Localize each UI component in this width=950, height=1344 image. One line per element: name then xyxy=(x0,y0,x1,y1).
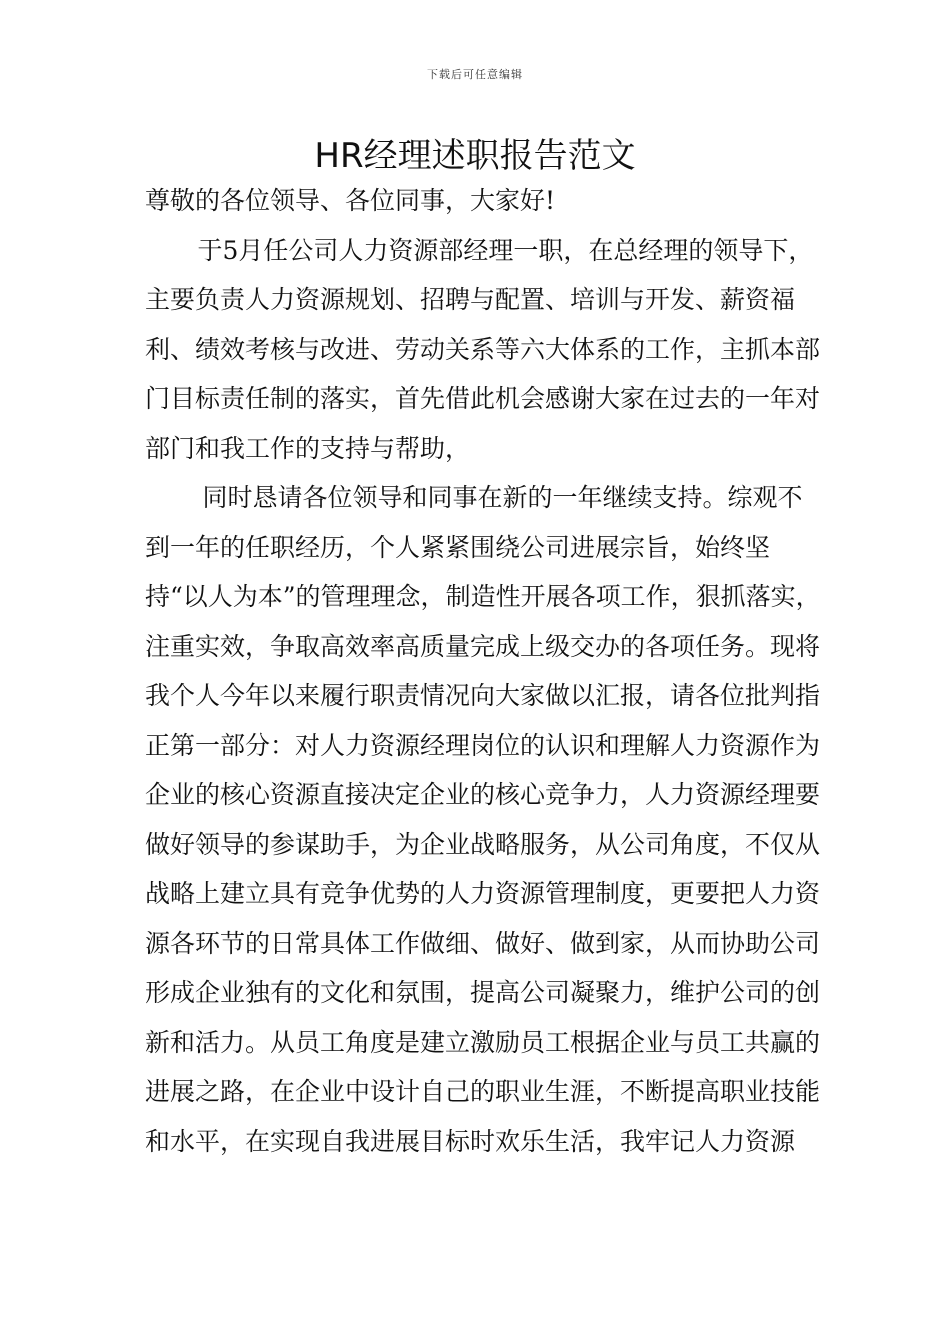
paragraph-2: 同时恳请各位领导和同事在新的一年继续支持。综观不到一年的任职经历，个人紧紧围绕公司进展宗旨，始终坚持“以人为本”的管理理念，制造性开展各项工作，狠抓落实，注重实效，争取高效率高质量完成上级交办的各项任务。现将我个人今年以来履行职责情况向大家做以汇报，请各位批判指正第一部分：对人力资源经理岗位的认识和理解人力资源作为企业的核心资源直接决定企业的核心竞争力，人力资源经理要做好领导的参谋助手，为企业战略服务，从公司角度，不仅从战略上建立具有竞争优势的人力资源管理制度，更要把人力资源各环节的日常具体工作做细、做好、做到家，从而协助公司形成企业独有的文化和氛围，提高公司凝聚力，维护公司的创新和活力。从员工角度是建立激励员工根据企业与员工共赢的进展之路，在企业中设计自己的职业生涯，不断提高职业技能和水平，在实现自我进展目标时欢乐生活，我牢记人力资源 xyxy=(145,483,821,1156)
header-note: 下载后可任意编辑 xyxy=(427,68,523,81)
document-body xyxy=(145,176,825,1166)
paragraph-1: 于5月任公司人力资源部经理一职，在总经理的领导下，主要负责人力资源规划、招聘与配置、培训与开发、薪资福利、绩效考核与改进、劳动关系等六大体系的工作，主抓本部门目标责任制的落实，首先借此机会感谢大家在过去的一年对部门和我工作的支持与帮助， xyxy=(145,235,821,463)
document-title: HR经理述职报告范文 xyxy=(314,136,636,176)
salutation: 尊敬的各位领导、各位同事，大家好! xyxy=(145,186,556,215)
